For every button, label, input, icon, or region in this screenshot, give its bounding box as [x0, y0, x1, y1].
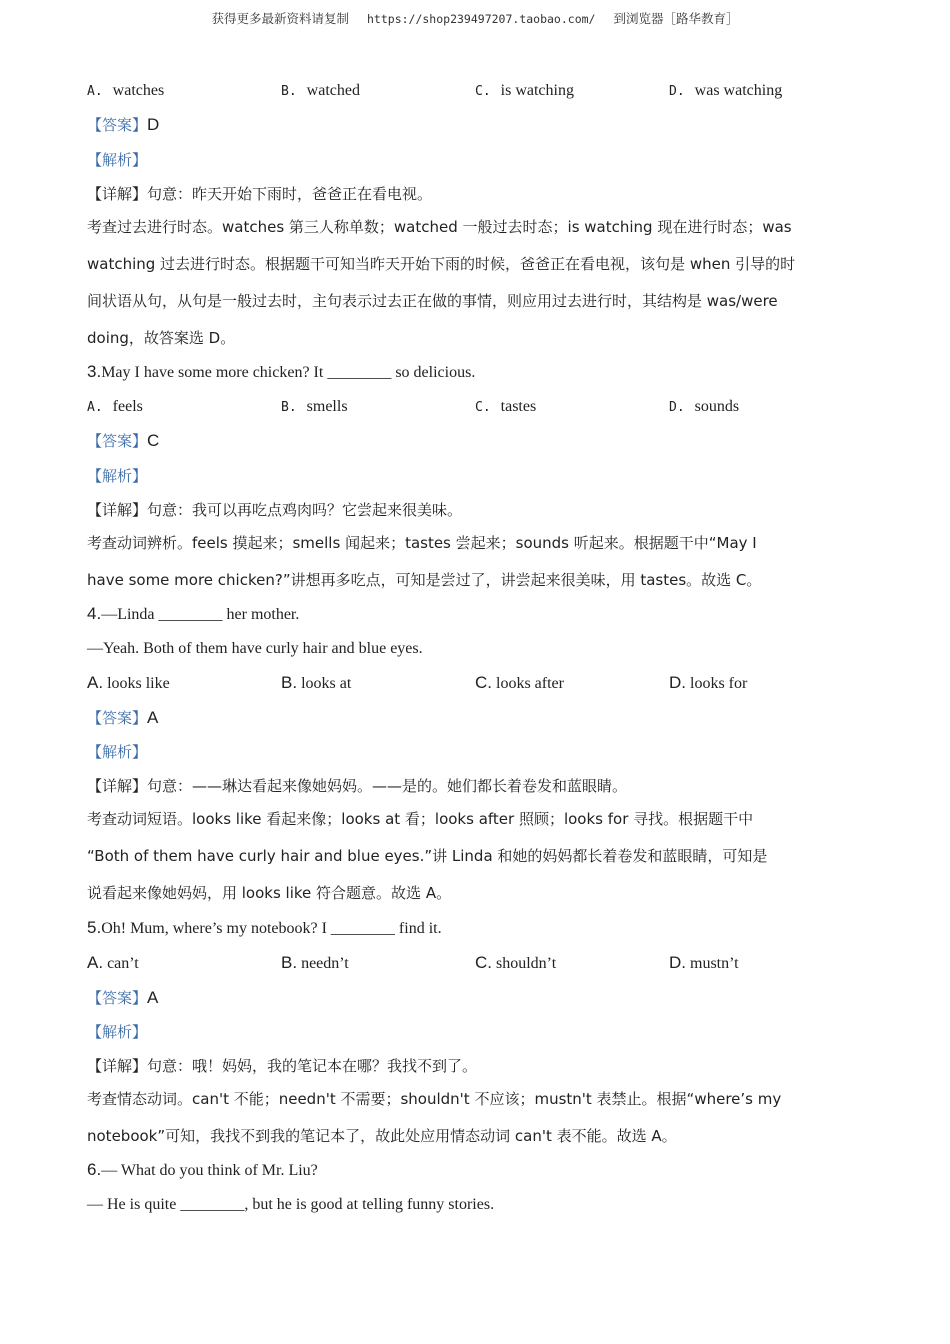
q2-explain-line: watching 过去进行时态。根据题干可知当昨天开始下雨的时候，爸爸正在看电视，该句是 when 引导的时 — [87, 255, 796, 273]
q5-explain-line: 考查情态动词。can't 不能；needn't 不需要；shouldn't 不应该；mustn't 表禁止。根据“where’s my — [87, 1090, 782, 1108]
q5-explain-line: notebook”可知，我找不到我的笔记本了，故此处应用情态动词 can't 表不能。故选 A。 — [87, 1127, 677, 1145]
q2-analysis-label: 【解析】 — [87, 151, 148, 169]
q3-explain-line: 考查动词辨析。feels 摸起来；smells 闻起来；tastes 尝起来；sounds 听起来。根据题干中“May I — [87, 534, 757, 552]
q4-explain-line: 说看起来像她妈妈，用 looks like 符合题意。故选 A。 — [87, 884, 452, 902]
header-shop-url[interactable]: https://shop239497207.taobao.com/ — [367, 12, 596, 26]
header-left-text: 获得更多最新资料请复制 — [211, 11, 350, 26]
q4-answer: 【答案】A — [87, 708, 159, 727]
q6-stem: 6.— What do you think of Mr. Liu? — [87, 1160, 318, 1179]
q5-analysis-label: 【解析】 — [87, 1023, 148, 1041]
q3-option-c: C. tastes — [475, 398, 537, 415]
q2-option-d: D. was watching — [669, 82, 783, 99]
q2-option-a: A. watches — [87, 82, 165, 99]
q2-answer: 【答案】D — [87, 115, 160, 134]
q3-detail: 【详解】句意：我可以再吃点鸡肉吗？它尝起来很美味。 — [87, 501, 463, 519]
q4-option-d: D. looks for — [669, 673, 748, 692]
q3-option-a: A. feels — [87, 398, 143, 415]
q5-option-c: C. shouldn’t — [475, 953, 557, 972]
q2-detail: 【详解】句意：昨天开始下雨时，爸爸正在看电视。 — [87, 185, 433, 203]
q2-option-c: C. is watching — [475, 82, 574, 99]
q4-explain-line: “Both of them have curly hair and blue eyes.”讲 Linda 和她的妈妈都长着卷发和蓝眼睛，可知是 — [87, 847, 768, 865]
q4-detail: 【详解】句意：——琳达看起来像她妈妈。——是的。她们都长着卷发和蓝眼睛。 — [87, 777, 628, 795]
q3-analysis-label: 【解析】 — [87, 467, 148, 485]
q5-stem: 5.Oh! Mum, where’s my notebook? I ________ find it. — [87, 918, 442, 937]
q5-option-d: D. mustn’t — [669, 953, 739, 972]
q4-stem: 4.—Linda ________ her mother. — [87, 604, 300, 623]
q4-option-a: A. looks like — [87, 673, 170, 692]
q3-option-b: B. smells — [281, 398, 348, 415]
q6-stem-reply: — He is quite ________, but he is good at telling funny stories. — [87, 1196, 495, 1213]
q4-analysis-label: 【解析】 — [87, 743, 148, 761]
q3-option-d: D. sounds — [669, 398, 740, 415]
q3-answer: 【答案】C — [87, 431, 160, 450]
q5-detail: 【详解】句意：哦！妈妈，我的笔记本在哪？我找不到了。 — [87, 1057, 478, 1075]
q2-option-b: B. watched — [281, 82, 360, 99]
q2-explain-line: 间状语从句，从句是一般过去时，主句表示过去正在做的事情，则应用过去进行时，其结构是 was/were — [87, 292, 778, 310]
q5-option-b: B. needn’t — [281, 953, 349, 972]
q3-stem: 3.May I have some more chicken? It ________ so delicious. — [87, 362, 476, 381]
q5-option-a: A. can’t — [87, 953, 139, 972]
q3-explain-line: have some more chicken?”讲想再多吃点，可知是尝过了，讲尝起来很美味，用 tastes。故选 C。 — [87, 571, 762, 589]
q2-explain-line: 考查过去进行时态。watches 第三人称单数；watched 一般过去时态；is watching 现在进行时态；was — [87, 218, 792, 236]
q4-stem-reply: —Yeah. Both of them have curly hair and blue eyes. — [87, 640, 423, 657]
q4-option-b: B. looks at — [281, 673, 352, 692]
q4-option-c: C. looks after — [475, 673, 564, 692]
header-right-text: 到浏览器［路华教育］ — [613, 11, 739, 26]
q4-explain-line: 考查动词短语。looks like 看起来像；looks at 看；looks after 照顾；looks for 寻找。根据题干中 — [87, 810, 754, 828]
q5-answer: 【答案】A — [87, 988, 159, 1007]
page-header — [0, 9, 950, 27]
q2-explain-line: doing，故答案选 D。 — [87, 329, 236, 347]
